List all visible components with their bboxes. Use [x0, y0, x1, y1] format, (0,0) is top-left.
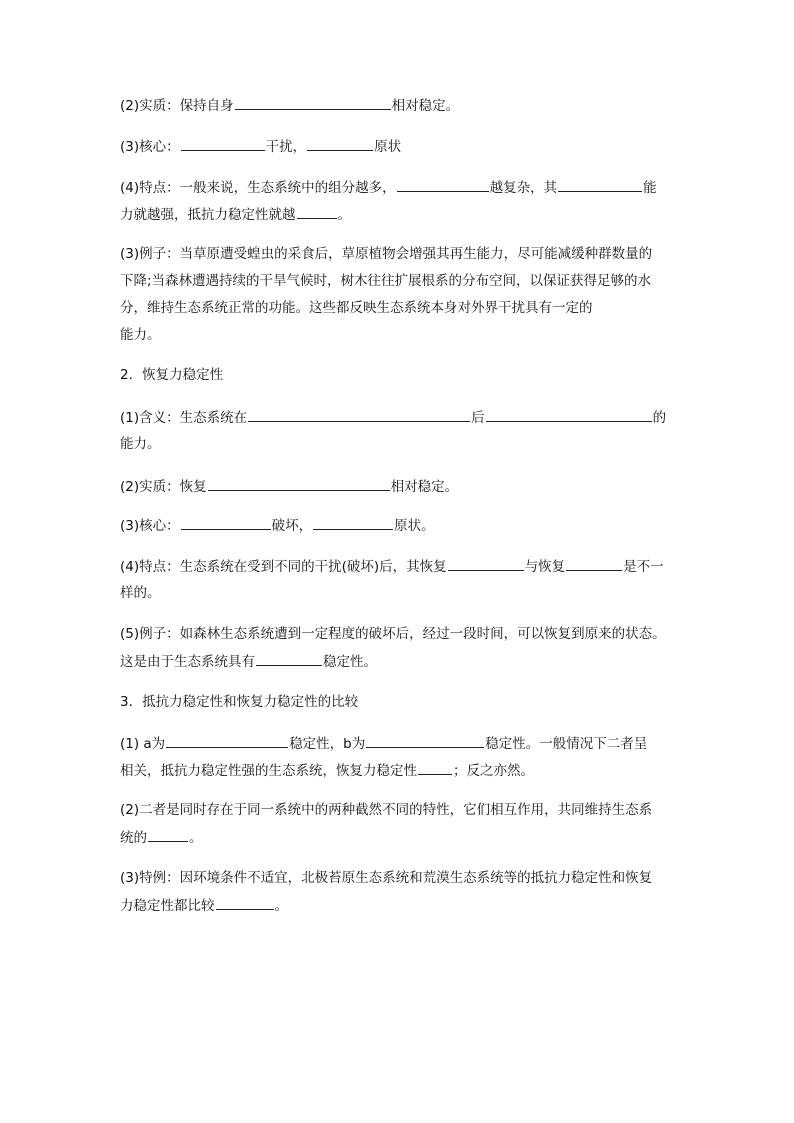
resistance-example-text-1: (3)例子：当草原遭受蝗虫的采食后，草原植物会增强其再生能力，尽可能减缓种群数量的	[120, 246, 653, 262]
resilience-meaning-text-2: 能力。	[120, 436, 161, 452]
fill-blank[interactable]	[486, 407, 652, 422]
comparison-3-line-2	[120, 895, 288, 915]
comparison-3-text-1: (3)特例：因环境条件不适宜，北极苔原生态系统和荒漠生态系统等的抵抗力稳定性和恢复	[120, 870, 653, 886]
comparison-3-line-1	[120, 868, 652, 888]
resilience-meaning-label: (1)含义：生态系统在	[120, 410, 248, 426]
fill-blank[interactable]	[208, 476, 390, 491]
resilience-feature-after: 是不一	[623, 559, 664, 575]
comparison-text-e: ；反之亦然。	[453, 763, 534, 779]
fill-blank[interactable]	[566, 556, 622, 571]
section-heading-resilience	[120, 365, 223, 385]
resistance-essence-label: (2)实质：保持自身	[120, 98, 234, 114]
resilience-example-text-2a: 这是由于生态系统具有	[120, 654, 255, 670]
fill-blank[interactable]	[366, 733, 484, 748]
resilience-example-text-2b: 稳定性。	[323, 654, 377, 670]
fill-blank[interactable]	[181, 136, 265, 151]
fill-blank[interactable]	[297, 204, 337, 219]
comparison-2-text-1: (2)二者是同时存在于同一系统中的两种截然不同的特性，它们相互作用，共同维持生态系	[120, 802, 653, 818]
resistance-core-line	[120, 136, 401, 156]
resistance-example-line-1	[120, 244, 652, 264]
resistance-example-line-2	[120, 271, 651, 291]
fill-blank[interactable]	[166, 733, 288, 748]
section-heading-comparison	[120, 692, 358, 712]
comparison-3-text-2b: 。	[274, 898, 288, 914]
resilience-feature-line-1	[120, 556, 664, 576]
resistance-feature-text-d: 力就越强，抵抗力稳定性就越	[120, 207, 296, 223]
resistance-essence-after: 相对稳定。	[391, 98, 460, 114]
resistance-feature-line-1	[120, 177, 657, 197]
comparison-text-a: (1) a为	[120, 736, 166, 752]
resistance-feature-text-a: (4)特点：一般来说，生态系统中的组分越多，	[120, 180, 396, 196]
fill-blank[interactable]	[558, 177, 642, 192]
resilience-example-text-1: (5)例子：如森林生态系统遭到一定程度的破坏后，经过一段时间，可以恢复到原来的状态。	[120, 626, 666, 642]
resistance-example-line-4	[120, 325, 161, 345]
comparison-line-2	[120, 760, 534, 780]
resilience-essence-line	[120, 476, 458, 496]
resistance-feature-text-e: 。	[337, 207, 351, 223]
fill-blank[interactable]	[313, 515, 393, 530]
resilience-essence-label: (2)实质：恢复	[120, 479, 207, 495]
resilience-feature-line-2	[120, 583, 161, 603]
resistance-essence-line	[120, 95, 459, 115]
resilience-core-label: (3)核心：	[120, 518, 180, 534]
resistance-example-line-3	[120, 298, 593, 318]
resilience-essence-after: 相对稳定。	[390, 479, 459, 495]
resistance-feature-text-c: 能	[643, 180, 657, 196]
comparison-text-d: 相关，抵抗力稳定性强的生态系统，恢复力稳定性	[120, 763, 417, 779]
resistance-feature-text-b: 越复杂，其	[489, 180, 558, 196]
fill-blank[interactable]	[235, 95, 391, 110]
comparison-2-line-2	[120, 827, 203, 847]
resistance-core-label: (3)核心：	[120, 139, 180, 155]
fill-blank[interactable]	[397, 177, 489, 192]
resistance-example-text-4: 能力。	[120, 327, 161, 343]
resilience-meaning-line-2	[120, 434, 161, 454]
comparison-2-line-1	[120, 800, 652, 820]
comparison-3-text-2a: 力稳定性都比较	[120, 898, 215, 914]
fill-blank[interactable]	[248, 407, 470, 422]
comparison-line-1	[120, 733, 647, 753]
resistance-core-after: 原状	[374, 139, 402, 155]
fill-blank[interactable]	[256, 651, 322, 666]
comparison-text-b: 稳定性，b为	[289, 736, 366, 752]
resilience-core-line	[120, 515, 435, 535]
resilience-example-line-2	[120, 651, 377, 671]
resilience-core-mid: 破坏，	[271, 518, 313, 534]
section-heading-text: 3．抵抗力稳定性和恢复力稳定性的比较	[120, 694, 359, 710]
fill-blank[interactable]	[148, 827, 188, 842]
comparison-2-text-2a: 统的	[120, 830, 147, 846]
fill-blank[interactable]	[307, 136, 373, 151]
resilience-feature-mid: 与恢复	[524, 559, 566, 575]
resistance-feature-line-2	[120, 204, 351, 224]
section-heading-text: 2．恢复力稳定性	[120, 367, 224, 383]
fill-blank[interactable]	[216, 895, 274, 910]
resilience-meaning-after: 的	[652, 410, 667, 426]
resilience-core-after: 原状。	[394, 518, 435, 534]
comparison-text-c: 稳定性。一般情况下二者呈	[485, 736, 648, 752]
comparison-2-text-2b: 。	[189, 830, 203, 846]
fill-blank[interactable]	[448, 556, 524, 571]
resilience-feature-text-2: 样的。	[120, 585, 161, 601]
resistance-example-text-2: 下降;当森林遭遇持续的干旱气候时，树木往往扩展根系的分布空间，以保证获得足够的水	[120, 273, 652, 289]
fill-blank[interactable]	[418, 760, 452, 775]
resistance-core-mid: 干扰，	[265, 139, 307, 155]
fill-blank[interactable]	[181, 515, 271, 530]
resilience-meaning-mid: 后	[471, 410, 485, 426]
resilience-feature-label: (4)特点：生态系统在受到不同的干扰(破坏)后，其恢复	[120, 559, 447, 575]
resilience-meaning-line-1	[120, 407, 666, 427]
resilience-example-line-1	[120, 624, 666, 644]
resistance-example-text-3: 分，维持生态系统正常的功能。这些都反映生态系统本身对外界干扰具有一定的	[120, 300, 593, 316]
